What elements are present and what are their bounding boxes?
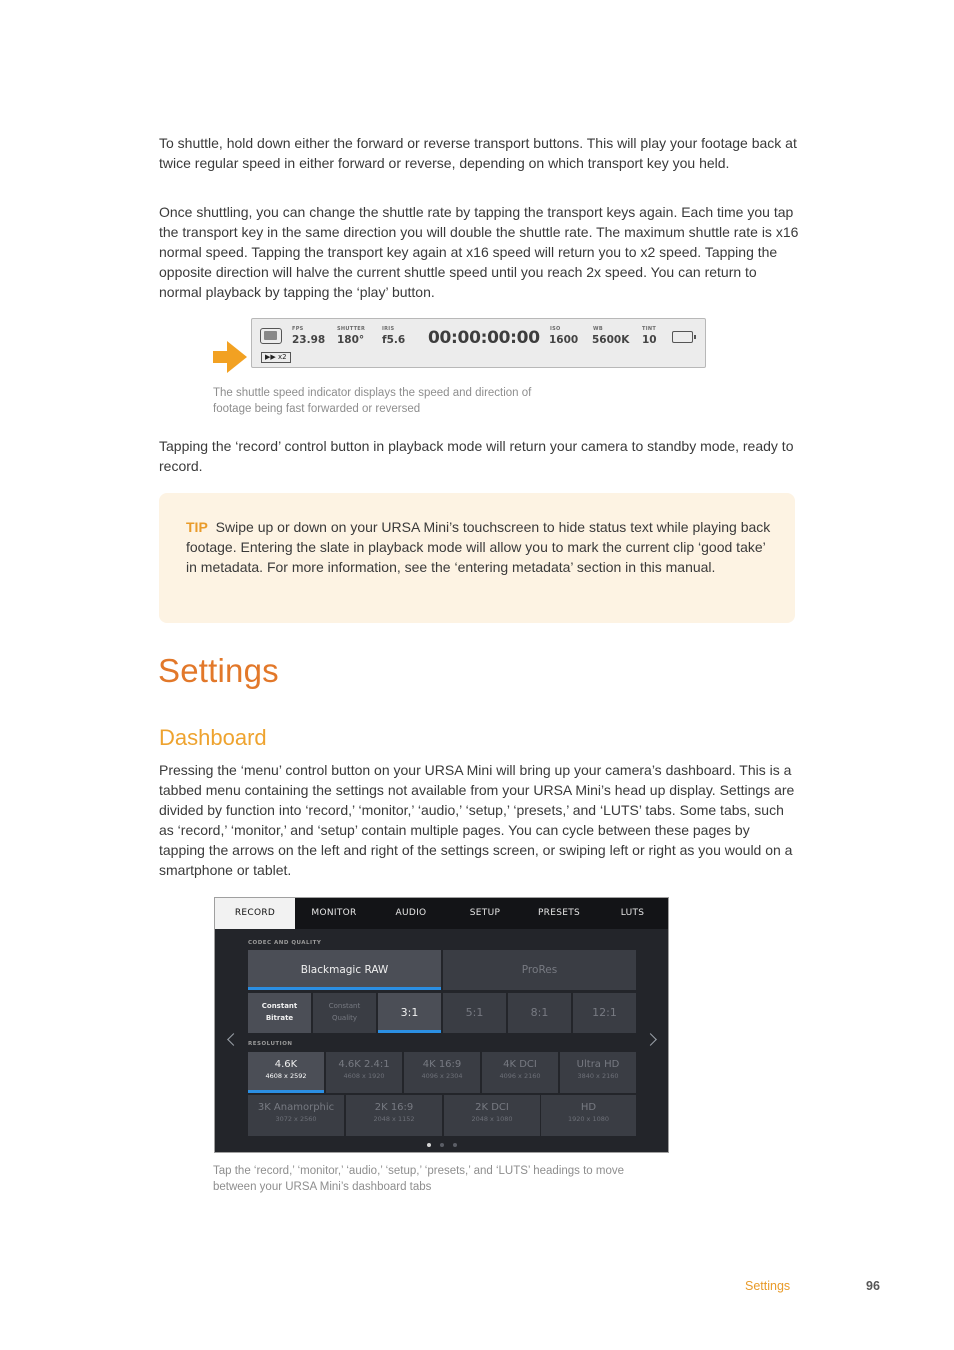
codec-section-label: CODEC AND QUALITY: [248, 940, 322, 946]
resolution-section-label: RESOLUTION: [248, 1041, 293, 1047]
constant-quality-button[interactable]: Constant Quality: [313, 993, 376, 1033]
resolution-4k-16-9-button[interactable]: 4K 16:9 4096 x 2304: [404, 1052, 480, 1093]
resolution-3k-anamorphic-button[interactable]: 3K Anamorphic 3072 x 2560: [248, 1095, 344, 1136]
fps-label: FPS: [292, 326, 304, 332]
ratio-8-1-button[interactable]: 8:1: [508, 993, 571, 1033]
shuttle-speed-hud: [251, 318, 706, 368]
arrow-right-icon: [213, 339, 249, 375]
shuttle-paragraph-1: To shuttle, hold down either the forward or reverse transport buttons. This will play your footage back at twice regular speed in either forward or reverse, depending on which transport key you held.: [159, 135, 797, 171]
ratio-3-1-button[interactable]: 3:1: [378, 993, 441, 1033]
iris-value: f5.6: [382, 334, 406, 346]
resolution-4-6k-2-4-button[interactable]: 4.6K 2.4:1 4608 x 1920: [326, 1052, 402, 1093]
dashboard-caption: Tap the ‘record,’ ‘monitor,’ ‘audio,’ ‘setup,’ ‘presets,’ and ‘LUTS’ headings to move between your URSA Mini’s dashboard tabs: [213, 1165, 625, 1193]
page-dot-2[interactable]: [440, 1143, 444, 1147]
resolution-2k-dci-button[interactable]: 2K DCI 2048 x 1080: [444, 1095, 540, 1136]
timecode: 00:00:00:00: [428, 328, 540, 348]
shutter-label: SHUTTER: [337, 326, 366, 332]
dashboard-screenshot: [214, 897, 669, 1153]
tab-presets[interactable]: PRESETS: [537, 908, 581, 918]
tab-luts[interactable]: LUTS: [620, 908, 645, 918]
tab-setup[interactable]: SETUP: [469, 908, 501, 918]
tint-label: TINT: [642, 326, 657, 332]
ratio-12-1-button[interactable]: 12:1: [573, 993, 636, 1033]
iso-label: ISO: [550, 326, 561, 332]
tip-box: [159, 493, 795, 623]
record-paragraph: Tapping the ‘record’ control button in playback mode will return your camera to standby mode, ready to record.: [159, 438, 794, 474]
ratio-5-1-button[interactable]: 5:1: [443, 993, 506, 1033]
chevron-left-icon[interactable]: [227, 1033, 240, 1046]
footer-section-name: Settings: [745, 1279, 791, 1293]
dashboard-tabs: [215, 898, 668, 929]
tab-monitor[interactable]: MONITOR: [311, 908, 357, 918]
chevron-right-icon[interactable]: [644, 1033, 657, 1046]
page-dot-1[interactable]: [427, 1143, 431, 1147]
codec-blackmagic-raw-button[interactable]: Blackmagic RAW: [248, 950, 441, 990]
shuttle-speed-indicator: ▶▶ x2: [261, 352, 291, 363]
iris-label: IRIS: [382, 326, 395, 332]
resolution-2k-16-9-button[interactable]: 2K 16:9 2048 x 1152: [346, 1095, 442, 1136]
fps-value: 23.98: [292, 334, 326, 346]
section-heading-settings: Settings: [158, 652, 279, 689]
battery-icon: [672, 331, 693, 343]
camera-status-icon: [260, 328, 282, 344]
footer-page-number: 96: [866, 1279, 880, 1293]
tint-value: 10: [642, 334, 657, 346]
resolution-ultra-hd-button[interactable]: Ultra HD 3840 x 2160: [560, 1052, 636, 1093]
resolution-4k-dci-button[interactable]: 4K DCI 4096 x 2160: [482, 1052, 558, 1093]
wb-label: WB: [593, 326, 603, 332]
resolution-hd-button[interactable]: HD 1920 x 1080: [541, 1095, 636, 1136]
tab-record[interactable]: RECORD: [215, 898, 295, 929]
dashboard-paragraph: Pressing the ‘menu’ control button on your URSA Mini will bring up your camera’s dashboard. This is a tabbed menu containing the settings not available from your URSA Mini’s head up display. Settings are divided by function into ‘record,’ ‘monitor,’ ‘audio,’ ‘setup,’ ‘presets,’ and ‘LUTS’ tabs. Some tabs, such as ‘record,’ ‘monitor,’ and ‘setup’ contain multiple pages. You can cycle between these pages by tapping the arrows on the left and right of the settings screen, or swiping left or right as you would on a smartphone or tablet.: [159, 762, 795, 878]
constant-bitrate-button[interactable]: Constant Bitrate: [248, 993, 311, 1033]
shuttle-paragraph-2: Once shuttling, you can change the shuttle rate by tapping the transport keys again. Each time you tap the transport key in the same direction you will double the shuttle rate. The maximum shuttle rate is x16 normal speed. Tapping the transport key again at x16 speed will return you to x2 speed. Tapping the opposite direction will halve the current shuttle speed until you reach 2x speed. You can return to normal playback by tapping the ‘play’ button.: [159, 204, 799, 300]
tip-text: Swipe up or down on your URSA Mini’s touchscreen to hide status text while playing back footage. Entering the slate in playback mode will allow you to mark the current clip ‘good take’ in metadata. For more information, see the ‘entering metadata’ section in this manual.: [186, 519, 771, 575]
shutter-value: 180°: [337, 334, 365, 346]
codec-prores-button[interactable]: ProRes: [443, 950, 636, 990]
tab-audio[interactable]: AUDIO: [395, 908, 427, 918]
resolution-4-6k-button[interactable]: 4.6K 4608 x 2592: [248, 1052, 324, 1093]
wb-value: 5600K: [592, 334, 630, 346]
subheading-dashboard: Dashboard: [159, 725, 267, 750]
iso-value: 1600: [549, 334, 579, 346]
page-dot-3[interactable]: [453, 1143, 457, 1147]
tip-label: TIP: [186, 519, 208, 535]
hud-caption: The shuttle speed indicator displays the speed and direction of footage being fast forwarded or reversed: [213, 387, 532, 415]
